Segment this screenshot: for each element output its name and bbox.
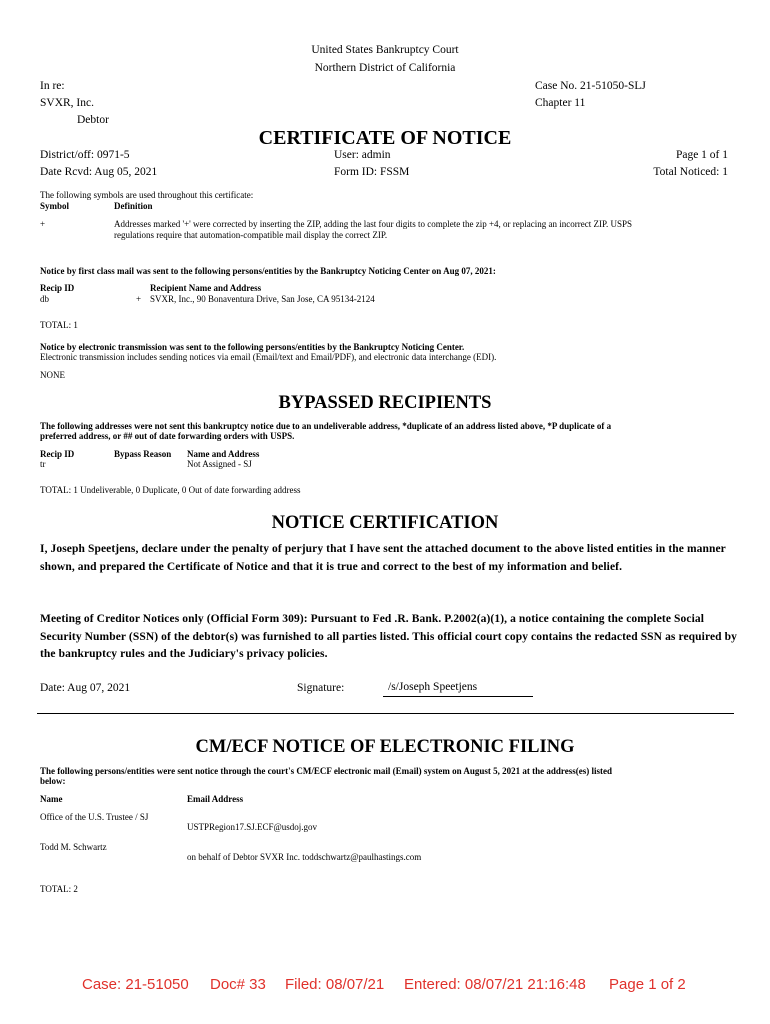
cmecf-total: TOTAL: 2 <box>40 884 78 894</box>
electronic-subheading: Electronic transmission includes sending notices via email (Email/text and Email/PDF), and electronic data interchange (EDI). <box>40 352 497 362</box>
debtor-name: SVXR, Inc. <box>40 97 94 109</box>
symbols-col-symbol: Symbol <box>40 201 70 211</box>
cmecf-title: CM/ECF NOTICE OF ELECTRONIC FILING <box>195 737 575 757</box>
bypassed-recip-id: tr <box>40 459 46 469</box>
electronic-heading: Notice by electronic transmission was sent to the following persons/entities by the Bankruptcy Noticing Center. <box>40 342 465 352</box>
section-divider <box>37 713 734 714</box>
debtor-label: Debtor <box>77 114 109 126</box>
cmecf-name-2: Todd M. Schwartz <box>40 842 107 852</box>
symbol-definition-line1: Addresses marked '+' were corrected by inserting the ZIP, adding the last four digits to complete the zip +4, or replacing an incorrect ZIP. USPS <box>114 219 633 229</box>
page-title: CERTIFICATE OF NOTICE <box>258 127 512 149</box>
bypassed-title: BYPASSED RECIPIENTS <box>278 393 492 413</box>
bypassed-intro-line2: preferred address, or ## out of date forwarding orders with USPS. <box>40 431 295 441</box>
symbols-col-definition: Definition <box>114 201 153 211</box>
bypassed-col-recip: Recip ID <box>40 449 75 459</box>
in-re-label: In re: <box>40 80 65 92</box>
symbol-definition-line2: regulations require that automation-compatible mail display the correct ZIP. <box>114 230 388 240</box>
chapter: Chapter 11 <box>535 97 586 109</box>
bypassed-address: Not Assigned - SJ <box>187 459 252 469</box>
bypassed-total: TOTAL: 1 Undeliverable, 0 Duplicate, 0 Out of date forwarding address <box>40 485 301 495</box>
footer-doc: Doc# 33 <box>210 976 266 993</box>
bypassed-col-reason: Bypass Reason <box>114 449 172 459</box>
cmecf-name-1: Office of the U.S. Trustee / SJ <box>40 812 149 822</box>
cmecf-col-email: Email Address <box>187 794 244 804</box>
certification-ssn-notice: Meeting of Creditor Notices only (Official Form 309): Pursuant to Fed .R. Bank. P.2002(a)(1), a notice containing the complete Social Security Number (SSN) of the debtor(s) was furnished to all parties listed. This official court copy contains the redacted SSN as required by the bankruptcy rules and the Judiciary's privacy policies. <box>40 613 737 660</box>
certification-declaration: I, Joseph Speetjens, declare under the penalty of perjury that I have sent the attached document to the above listed entities in the manner shown, and prepared the Certificate of Notice and that it is true and correct to the best of my information and belief. <box>40 543 726 573</box>
first-class-address: SVXR, Inc., 90 Bonaventura Drive, San Jose, CA 95134-2124 <box>150 294 375 304</box>
signature-line <box>383 696 533 697</box>
certification-date: Date: Aug 07, 2021 <box>40 682 131 694</box>
cmecf-email-2: on behalf of Debtor SVXR Inc. toddschwartz@paulhastings.com <box>187 852 422 862</box>
bypassed-intro-line1: The following addresses were not sent this bankruptcy notice due to an undeliverable address, *duplicate of an address listed above, *P duplicate of a <box>40 421 612 431</box>
total-noticed: Total Noticed: 1 <box>653 166 728 178</box>
bypassed-col-name: Name and Address <box>187 449 260 459</box>
electronic-none: NONE <box>40 370 65 380</box>
cmecf-intro-line2: below: <box>40 776 66 786</box>
first-class-mark: + <box>136 294 142 304</box>
footer-page: Page 1 of 2 <box>609 976 686 993</box>
first-class-col-name: Recipient Name and Address <box>150 283 262 293</box>
first-class-total: TOTAL: 1 <box>40 320 78 330</box>
cmecf-col-name: Name <box>40 794 63 804</box>
signature: /s/Joseph Speetjens <box>388 681 478 693</box>
court-name: United States Bankruptcy Court <box>311 44 459 56</box>
court-district: Northern District of California <box>314 62 456 74</box>
signature-label: Signature: <box>297 682 345 694</box>
footer-case: Case: 21-51050 <box>82 976 189 993</box>
user: User: admin <box>334 149 391 161</box>
district-office: District/off: 0971-5 <box>40 149 130 161</box>
first-class-col-recip: Recip ID <box>40 283 75 293</box>
symbol-plus: + <box>40 219 46 229</box>
first-class-heading: Notice by first class mail was sent to the following persons/entities by the Bankruptcy Noticing Center on Aug 07, 2021: <box>40 266 496 276</box>
footer-entered: Entered: 08/07/21 21:16:48 <box>404 976 586 993</box>
cmecf-email-1: USTPRegion17.SJ.ECF@usdoj.gov <box>187 822 318 832</box>
certification-title: NOTICE CERTIFICATION <box>271 513 499 533</box>
footer-filed: Filed: 08/07/21 <box>285 976 385 993</box>
cmecf-intro-line1: The following persons/entities were sent notice through the court's CM/ECF electronic mail (Email) system on August 5, 2021 at the address(es) listed <box>40 766 612 776</box>
date-received: Date Rcvd: Aug 05, 2021 <box>40 166 158 178</box>
form-id: Form ID: FSSM <box>334 166 410 178</box>
case-number: Case No. 21-51050-SLJ <box>535 80 646 92</box>
page-count: Page 1 of 1 <box>675 149 728 161</box>
first-class-recip-id: db <box>40 294 49 304</box>
symbols-intro: The following symbols are used throughout this certificate: <box>40 190 254 200</box>
